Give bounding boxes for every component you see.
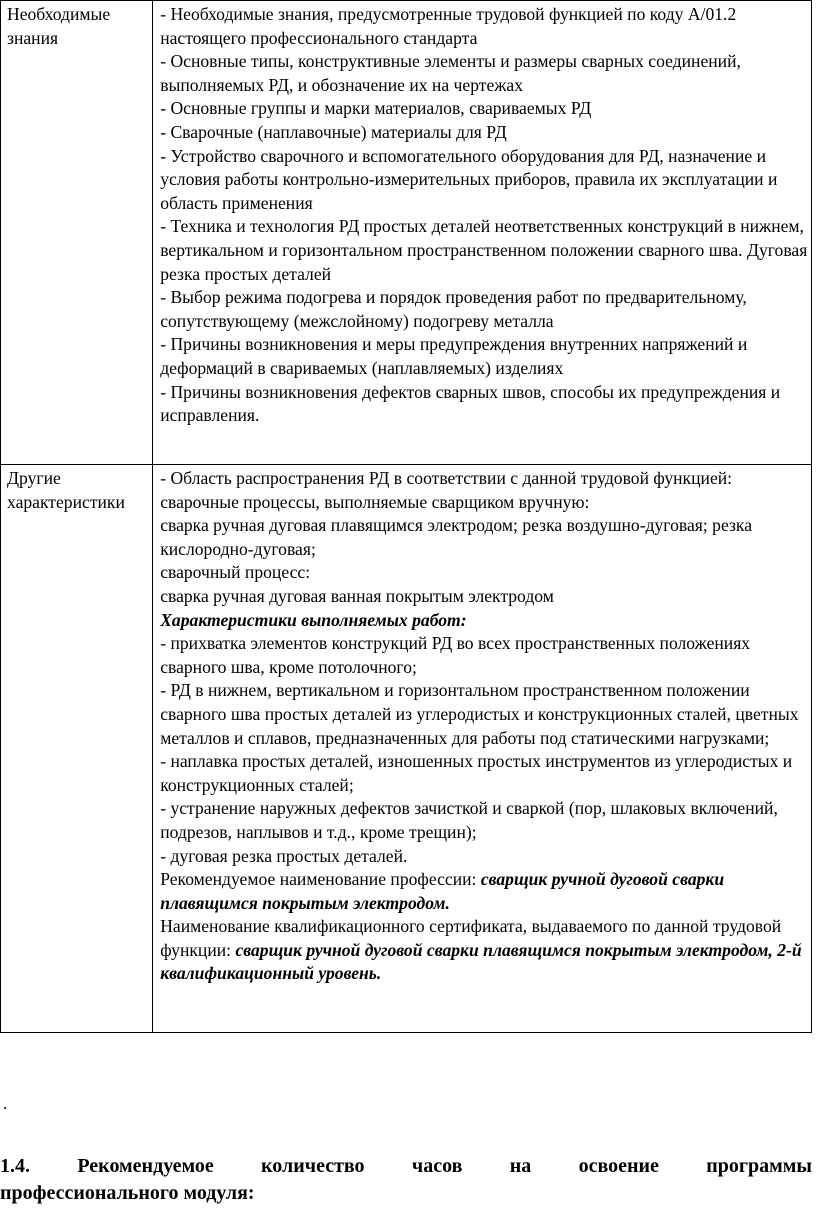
section-heading-line-1: 1.4. Рекомендуемое количество часов на освоение программы (0, 1155, 812, 1177)
recommended-profession-value: сварщик ручной дуговой сварки плавящимся покрытым электродом. (160, 869, 725, 913)
knowledge-item: - Техника и технология РД простых деталей неответственных конструкций в нижнем, вертикальном и горизонтальном пространственном положении сварного шва. Дуговая резка простых деталей (160, 216, 808, 284)
knowledge-item: - Выбор режима подогрева и порядок проведения работ по предварительному, сопутствующему (межслойному) подогреву металла (160, 287, 747, 331)
scope-item: сварка ручная дуговая ванная покрытым электродом (160, 585, 554, 606)
work-item: - РД в нижнем, вертикальном и горизонтальном пространственном положении сварного шва простых деталей из углеродистых и конструкционных сталей, цветных металлов и сплавов, предназначенных для работы под статическими нагрузками; (160, 680, 799, 748)
scope-item: сварочный процесс: (160, 562, 311, 583)
qualification-certificate (160, 915, 809, 986)
knowledge-item: - Сварочные (наплавочные) материалы для РД (160, 121, 507, 142)
qualification-certificate-label: Наименование квалификационного сертификата, выдаваемого по данной трудовой функции: (160, 916, 782, 960)
knowledge-item: - Основные группы и марки материалов, свариваемых РД (160, 98, 592, 119)
table-row-required-knowledge (1, 1, 812, 465)
scope-item: сварочные процессы, выполняемые сварщиком вручную: (160, 491, 590, 512)
knowledge-item: - Необходимые знания, предусмотренные трудовой функцией по коду А/01.2 настоящего профессионального стандарта (160, 4, 737, 48)
knowledge-item: - Причины возникновения и меры предупреждения внутренних напряжений и деформаций в свариваемых (наплавляемых) изделиях (160, 334, 748, 378)
section-heading (0, 1153, 812, 1207)
row-label-other-characteristics: Другие характеристики (1, 465, 153, 1033)
work-item: - прихватка элементов конструкций РД во всех пространственных положениях сварного шва, кроме потолочного; (160, 633, 751, 677)
knowledge-item: - Устройство сварочного и вспомогательного оборудования для РД, назначение и условия работы контрольно-измерительных приборов, правила их эксплуатации и область применения (160, 145, 778, 213)
stray-period: . (3, 1094, 8, 1113)
work-item: - наплавка простых деталей, изношенных простых инструментов из углеродистых и конструкционных сталей; (160, 751, 793, 795)
recommended-profession-label: Рекомендуемое наименование профессии: (160, 869, 481, 890)
scope-item: сварка ручная дуговая плавящимся электродом; резка воздушно-дуговая; резка кислородно-дуговая; (160, 515, 753, 559)
required-knowledge-content (153, 1, 812, 465)
works-heading: Характеристики выполняемых работ: (160, 609, 467, 630)
row-label-required-knowledge: Необходимые знания (1, 1, 153, 465)
qualification-certificate-value: сварщик ручной дуговой сварки плавящимся покрытым электродом, 2-й квалификационный уровень. (160, 939, 802, 984)
table-row-other-characteristics (1, 465, 812, 1033)
recommended-profession (160, 868, 809, 915)
work-item: - устранение наружных дефектов зачисткой и сваркой (пор, шлаковых включений, подрезов, наплывов и т.д., кроме трещин); (160, 798, 778, 842)
knowledge-item: - Причины возникновения дефектов сварных швов, способы их предупреждения и исправления. (160, 381, 781, 426)
other-characteristics-content (153, 465, 812, 1033)
work-item: - дуговая резка простых деталей. (160, 845, 408, 866)
section-heading-line-2: профессионального модуля: (0, 1182, 255, 1204)
knowledge-item: - Основные типы, конструктивные элементы и размеры сварных соединений, выполняемых РД, и обозначение их на чертежах (160, 51, 741, 95)
scope-item: - Область распространения РД в соответствии с данной трудовой функцией: (160, 468, 733, 488)
